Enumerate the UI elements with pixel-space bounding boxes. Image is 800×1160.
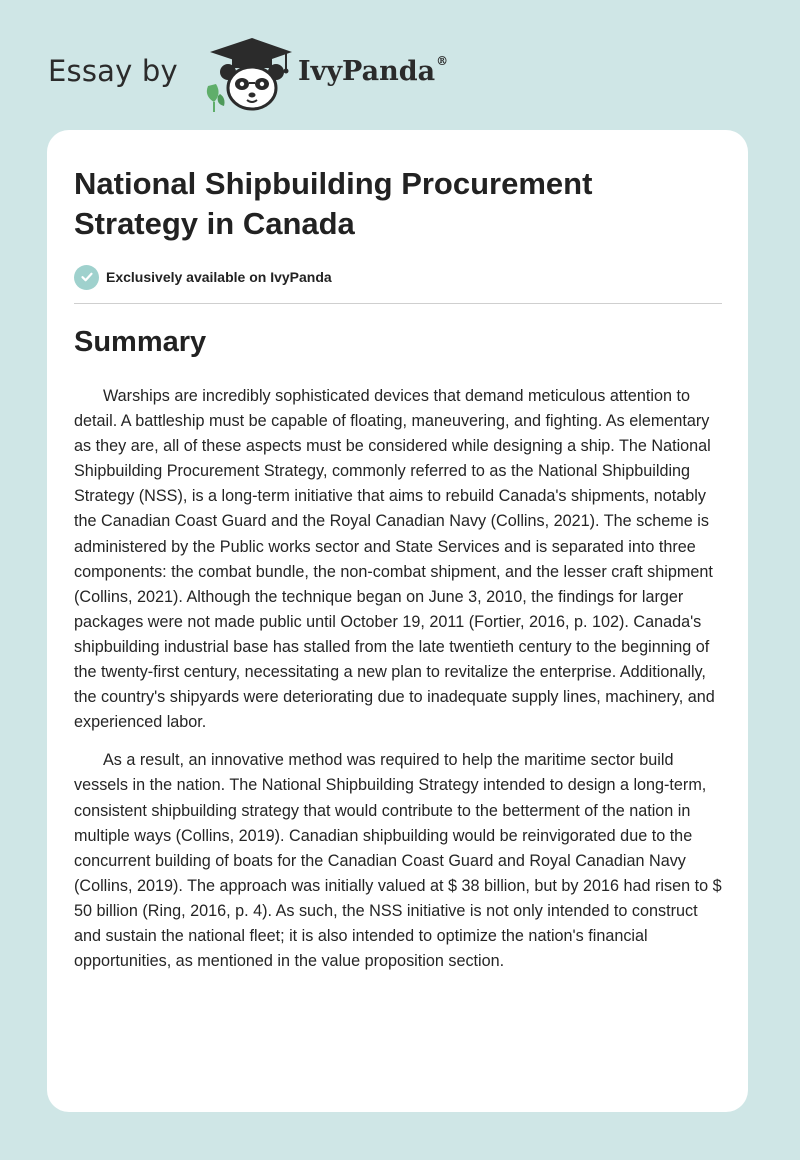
essay-by-label: Essay by xyxy=(48,54,178,88)
exclusive-badge xyxy=(74,264,332,290)
section-heading: Summary xyxy=(74,326,207,358)
registered-mark: ® xyxy=(436,54,449,68)
site-header xyxy=(48,36,508,112)
page-title: National Shipbuilding Procurement Strategy in Canada xyxy=(74,166,593,241)
paragraph: Warships are incredibly sophisticated devices that demand meticulous attention to detail. A battleship must be capable of floating, maneuvering, and fighting. As elementary as they are, all of these aspects must be considered while designing a ship. The National Shipbuilding Procurement Strategy, commonly referred to as the National Shipbuilding Strategy (NSS), is a long-term initiative that aims to rebuild Canada's shipments, notably the Canadian Coast Guard and the Royal Canadian Navy (Collins, 2021). The scheme is administered by the Public works sector and State Services and is separated into three components: the combat bundle, the non-combat shipment, and the lesser craft shipment (Collins, 2021). Although the technique began on June 3, 2010, the findings for larger packages were not made public until October 19, 2011 (Fortier, 2016, p. 102). Canada's shipbuilding industrial base has stalled from the late twentieth century to the beginning of the twenty-first century, necessitating a new plan to revitalize the enterprise. Additionally, the country's shipyards were deteriorating due to inadequate supply lines, machinery, and experienced labor. xyxy=(74,387,715,732)
check-circle-icon xyxy=(74,265,99,290)
divider xyxy=(74,303,722,304)
essay-body xyxy=(74,384,722,987)
badge-label: Exclusively available on IvyPanda xyxy=(106,269,332,285)
essay-card xyxy=(47,130,748,1112)
paragraph: As a result, an innovative method was required to help the maritime sector build vessels in the nation. The National Shipbuilding Strategy intended to design a long-term, consistent shipbuilding strategy that would contribute to the betterment of the nation in multiple ways (Collins, 2019). Canadian shipbuilding would be reinvigorated due to the concurrent building of boats for the Canadian Coast Guard and Royal Canadian Navy (Collins, 2019). The approach was initially valued at $ 38 billion, but by 2016 had risen to $ 50 billion (Ring, 2016, p. 4). As such, the NSS initiative is not only intended to construct and sustain the national fleet; it is also intended to optimize the nation's financial opportunities, as mentioned in the value proposition section. xyxy=(74,751,722,971)
panda-graduate-logo-icon[interactable] xyxy=(202,36,292,112)
brand-name[interactable]: IvyPanda® xyxy=(298,54,449,87)
